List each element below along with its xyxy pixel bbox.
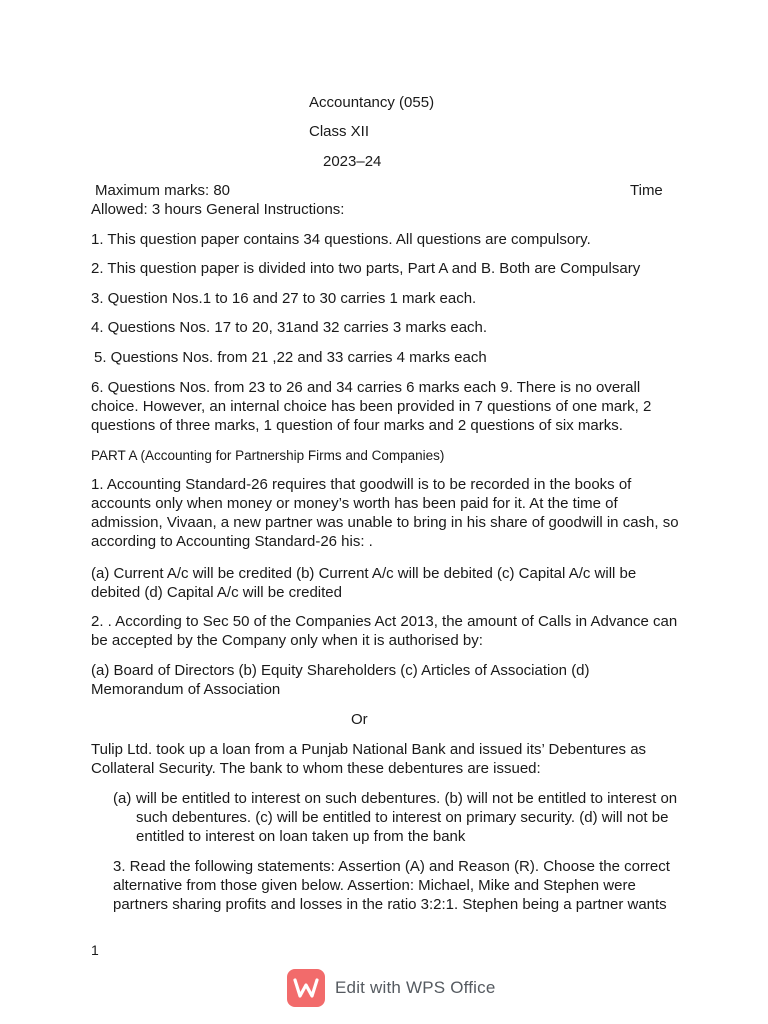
question-2: 2. . According to Sec 50 of the Companies Act 2013, the amount of Calls in Advance can be accepted by the Company only when it is authorised by: xyxy=(91,613,678,649)
instruction-3: 3. Question Nos.1 to 16 and 27 to 30 carries 1 mark each. xyxy=(91,290,477,307)
part-a-heading: PART A (Accounting for Partnership Firms and Companies) xyxy=(91,448,445,463)
or-separator: Or xyxy=(351,711,368,728)
question-1-options: (a) Current A/c will be credited (b) Current A/c will be debited (c) Capital A/c will be debited (d) Capital A/c will be credited xyxy=(91,565,637,601)
max-marks: Maximum marks: 80 xyxy=(95,182,231,199)
page-number: 1 xyxy=(91,942,99,958)
general-instructions-line: Allowed: 3 hours General Instructions: xyxy=(91,201,345,218)
time-label: Time xyxy=(630,182,663,199)
instruction-5: 5. Questions Nos. from 21 ,22 and 33 carries 4 marks each xyxy=(94,349,487,366)
question-2-alternative: Tulip Ltd. took up a loan from a Punjab National Bank and issued its’ Debentures as Collateral Security. The bank to whom these debentures are issued: xyxy=(91,741,647,777)
class-title: Class XII xyxy=(309,123,370,140)
year-title: 2023–24 xyxy=(323,153,382,170)
question-1: 1. Accounting Standard-26 requires that goodwill is to be recorded in the books of accounts only when money or money’s worth has been paid for it. At the time of admission, Vivaan, a new partner was unable to bring in his share of goodwill in cash, so according to Accounting Standard-26 his: . xyxy=(91,476,679,550)
wps-logo-icon xyxy=(287,969,325,1007)
question-3: 3. Read the following statements: Assertion (A) and Reason (R). Choose the correct alternative from those given below. Assertion: Michael, Mike and Stephen were partners sharing profits and losses in the ratio 3:2:1. Stephen being a partner wants xyxy=(113,858,670,913)
instruction-2: 2. This question paper is divided into two parts, Part A and B. Both are Compulsary xyxy=(91,260,641,277)
alt-option-marker: (a) xyxy=(113,790,132,807)
instruction-1: 1. This question paper contains 34 questions. All questions are compulsory. xyxy=(91,231,591,248)
instruction-6: 6. Questions Nos. from 23 to 26 and 34 carries 6 marks each 9. There is no overall choice. However, an internal choice has been provided in 7 questions of one mark, 2 questions of three marks, 1 question of four marks and 2 questions of six marks. xyxy=(91,379,652,434)
wps-edit-label[interactable]: Edit with WPS Office xyxy=(335,978,496,997)
wps-edit-banner[interactable] xyxy=(287,968,496,1008)
subject-title: Accountancy (055) xyxy=(309,94,435,111)
instruction-4: 4. Questions Nos. 17 to 20, 31and 32 carries 3 marks each. xyxy=(91,319,488,336)
question-2-alternative-options: will be entitled to interest on such debentures. (b) will not be entitled to interest on such debentures. (c) will be entitled to interest on primary security. (d) will not be entitled to interest on loan taken up from the bank xyxy=(136,790,678,845)
question-2-options: (a) Board of Directors (b) Equity Shareholders (c) Articles of Association (d) Memorandum of Association xyxy=(91,662,590,698)
